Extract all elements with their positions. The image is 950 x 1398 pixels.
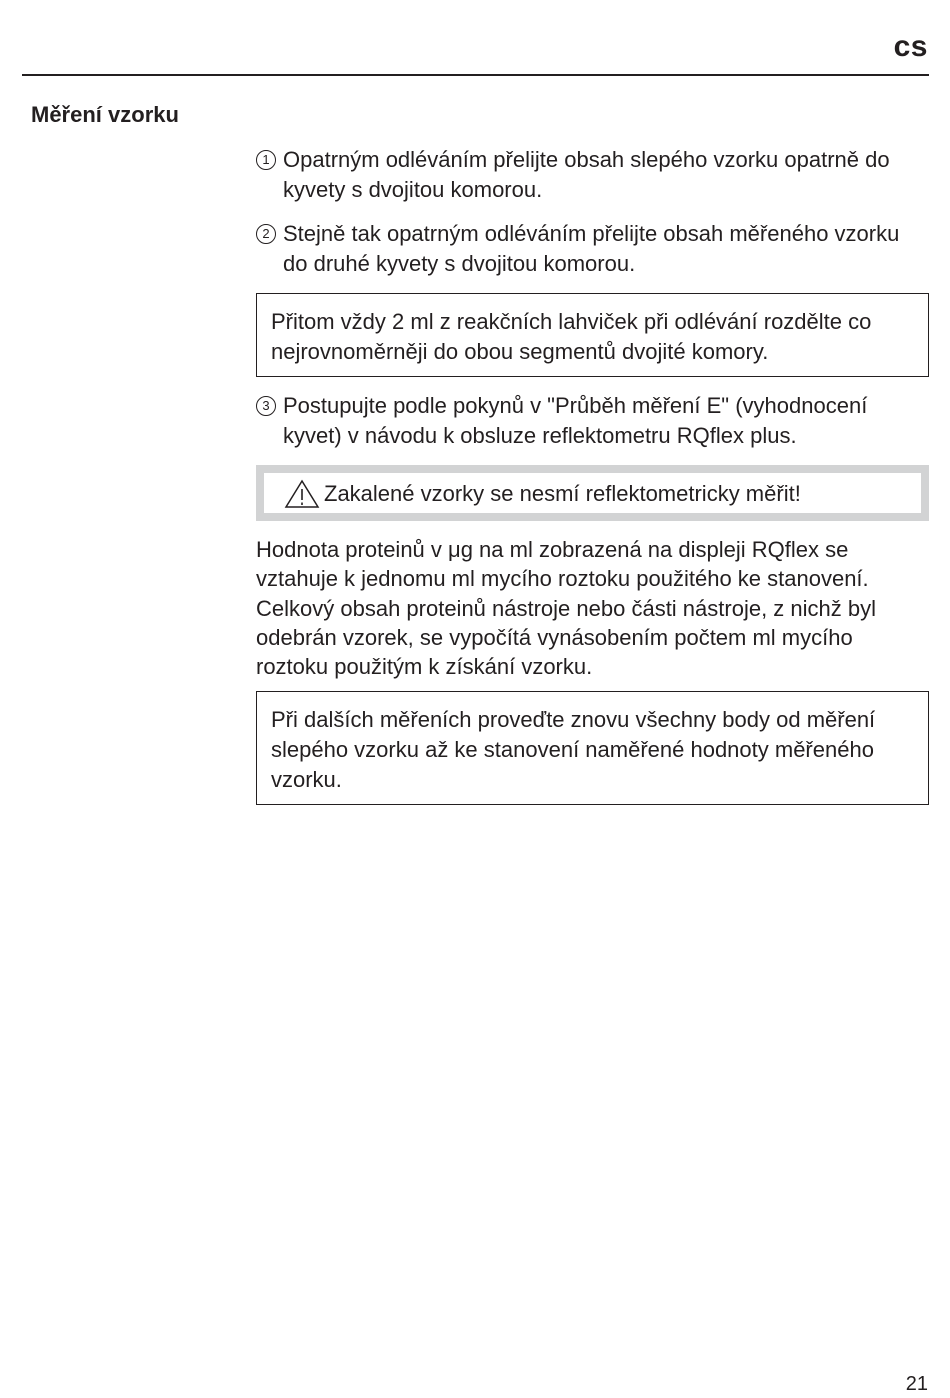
step-1-text: Opatrným odléváním přelijte obsah slepého vzorku opatrně do kyvety s dvojitou komorou. xyxy=(283,147,890,202)
step-3-number: 3 xyxy=(256,396,276,416)
note-repeat-text: Při dalších měřeních proveďte znovu všechny body od měření slepého vzorku až ke stanovení naměřené hodnoty měřeného vzorku. xyxy=(271,707,876,793)
section-title: Měření vzorku xyxy=(31,102,179,127)
step-2-number: 2 xyxy=(256,224,276,244)
step-3-text: Postupujte podle pokynů v "Průběh měření E" (vyhodnocení kyvet) v návodu k obsluze reflektometru RQflex plus. xyxy=(283,393,868,448)
warning-triangle-icon xyxy=(284,479,320,509)
main-content xyxy=(256,145,929,819)
note-distribution-text: Přitom vždy 2 ml z reakčních lahviček při odlévání rozdělte co nejrovnoměrněji do obou segmentů dvojité komory. xyxy=(271,309,872,364)
step-3 xyxy=(256,391,929,451)
step-1-number: 1 xyxy=(256,150,276,170)
note-box-distribution xyxy=(256,293,929,377)
step-1 xyxy=(256,145,929,205)
step-2-text: Stejně tak opatrným odléváním přelijte obsah měřeného vzorku do druhé kyvety s dvojitou komorou. xyxy=(283,221,900,276)
warning-box xyxy=(256,465,929,521)
language-code: cs xyxy=(893,30,928,63)
step-2 xyxy=(256,219,929,279)
page-number: 21 xyxy=(905,1373,928,1395)
protein-explanation-paragraph: Hodnota proteinů v μg na ml zobrazená na displeji RQflex se vztahuje k jednomu ml mycího roztoku použitého ke stanovení. Celkový obsah proteinů nástroje nebo části nástroje, z nichž byl odebrán vzorek, se vypočítá vynásobením počtem ml mycího roztoku použitým k získání vzorku. xyxy=(256,537,877,680)
note-box-repeat xyxy=(256,691,929,805)
header-divider xyxy=(22,74,929,76)
warning-text: Zakalené vzorky se nesmí reflektometricky měřit! xyxy=(324,481,801,506)
